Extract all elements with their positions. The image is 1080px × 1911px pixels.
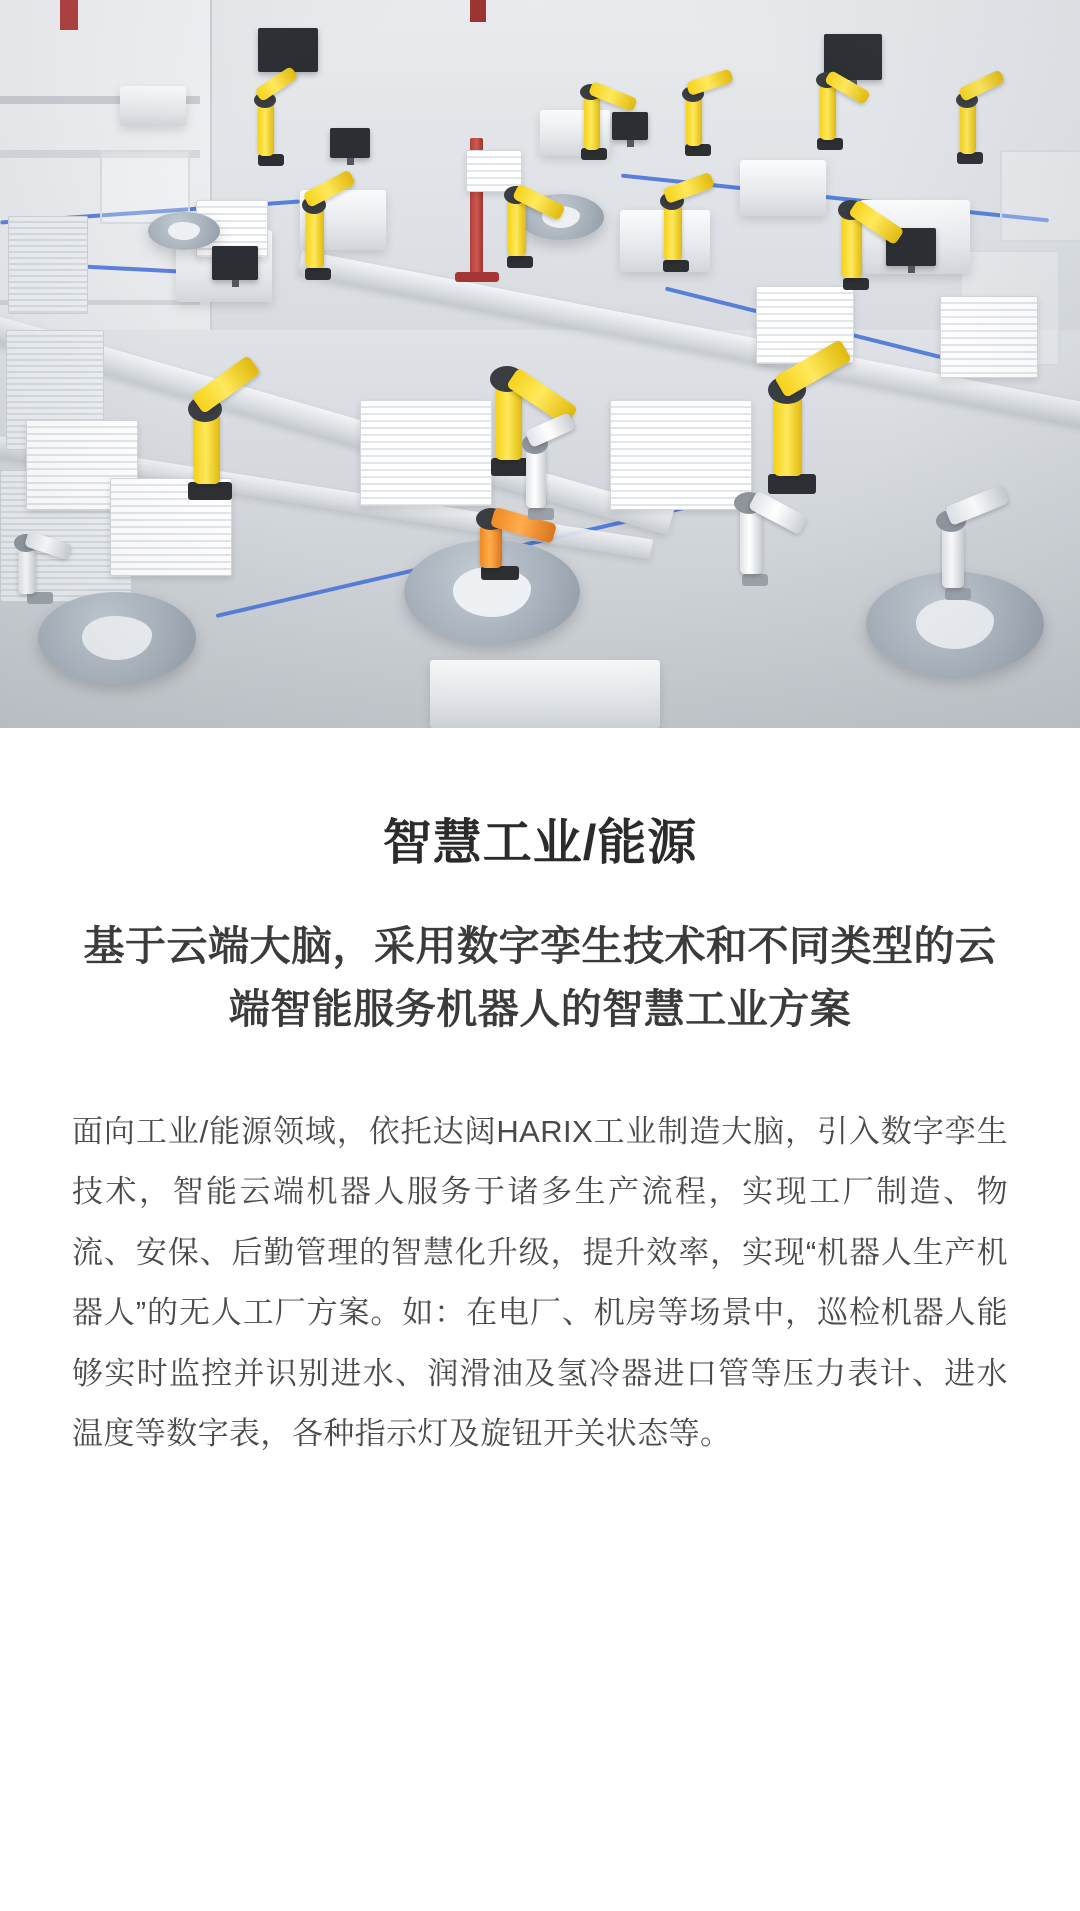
body-paragraph: 面向工业/能源领域，依托达闼HARIX工业制造大脑，引入数字孪生技术，智能云端机器人服务于诸多生产流程，实现工厂制造、物流、安保、后勤管理的智慧化升级，提升效率，实现“机器人生产机器人”的无人工厂方案。如：在电厂、机房等场景中，巡检机器人能够实时监控并识别进水、润滑油及氢冷器进口管等压力表计、进水温度等数字表，各种指示灯及旋钮开关状态等。 — [72, 1113, 1008, 1452]
ceiling-beam — [60, 0, 78, 30]
robot-arm — [478, 140, 562, 268]
factory-scene — [0, 0, 1080, 728]
support-pillar-base — [455, 272, 499, 282]
robot-arm — [660, 44, 736, 156]
work-table — [120, 86, 186, 126]
robot-arm — [930, 48, 1010, 164]
storage-shelf — [8, 216, 88, 314]
article-content — [0, 728, 1080, 1505]
robot-arm — [808, 150, 904, 290]
cobot-arm-white — [0, 500, 80, 604]
ceiling-beam — [470, 0, 486, 22]
robot-arm — [634, 148, 718, 272]
cobot-arm-white — [496, 400, 586, 520]
page-subtitle: 基于云端大脑，采用数字孪生技术和不同类型的云端智能服务机器人的智慧工业方案 — [83, 922, 997, 1033]
work-table — [430, 660, 660, 728]
part-tray — [940, 296, 1038, 378]
turntable-disc — [148, 212, 220, 250]
robot-arm — [556, 40, 632, 160]
equipment-cage — [1000, 150, 1080, 242]
page-title: 智慧工业/能源 — [382, 816, 698, 870]
hero-image — [0, 0, 1080, 728]
control-monitor — [212, 246, 258, 280]
turntable-disc — [38, 592, 196, 684]
cobot-arm-white — [700, 456, 810, 586]
robot-arm — [150, 350, 270, 500]
cobot-arm-white — [900, 470, 1016, 600]
robot-arm — [790, 30, 870, 150]
robot-arm — [276, 150, 360, 280]
